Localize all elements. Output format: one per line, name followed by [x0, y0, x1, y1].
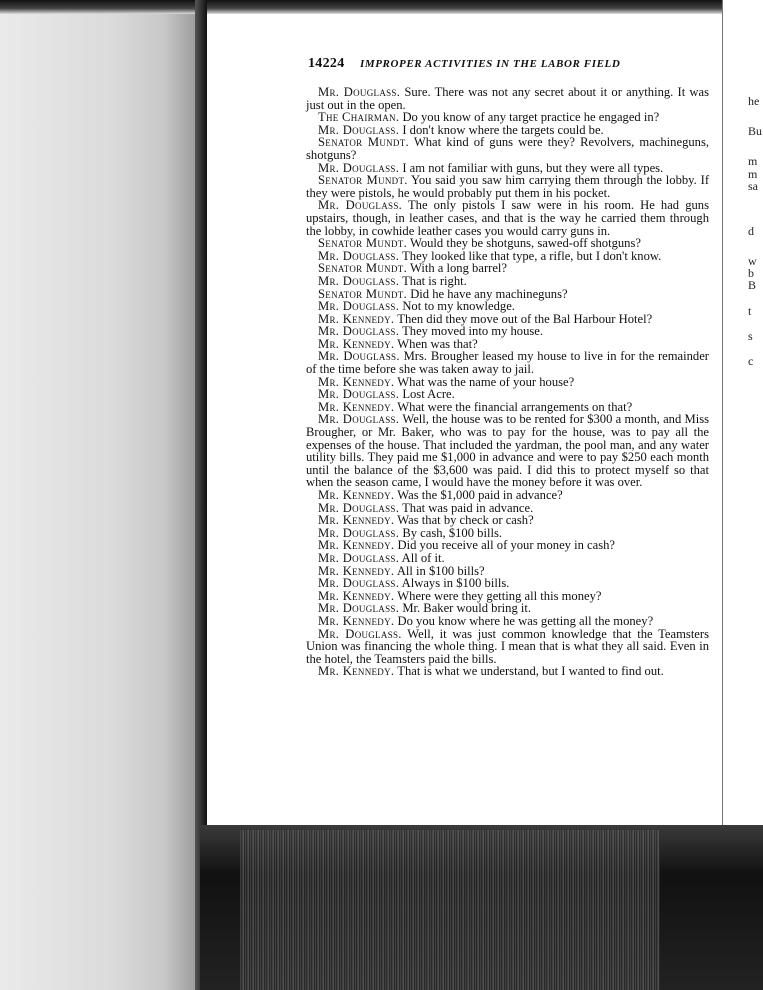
speaker: Mr. Douglass.: [318, 412, 400, 427]
statement: Mrs. Brougher leased my house to live in for the remainder of the time before she was taken away to jail.: [306, 349, 709, 377]
statement: With a long barrel?: [409, 261, 508, 276]
speaker: Mr. Kennedy.: [318, 399, 395, 414]
statement: Well, the house was to be rented for $300 a month, and Miss Brougher, or Mr. Baker, who was to pay for the house, was to pay all the expenses of the house. That included the yardman, the pool man, and any water utility bills. They paid me $1,000 in advance and were to pay $250 each month until the balance of the $3,600 was paid. I did this to protect myself so that when the season came, I would have the money before it was over.: [306, 412, 710, 490]
speaker: Mr. Kennedy.: [318, 311, 395, 326]
transcript-paragraph: [306, 199, 709, 237]
statement: I don't know where the targets could be.: [402, 122, 604, 137]
speaker: Senator Mundt.: [318, 173, 408, 188]
transcript-paragraph: [306, 665, 709, 678]
speaker: Mr. Douglass.: [318, 525, 400, 540]
speaker: Mr. Kennedy.: [318, 336, 395, 351]
margin-fragment: w: [748, 254, 757, 268]
statement: Where were they getting all this money?: [397, 588, 602, 603]
transcript-paragraph: [306, 350, 709, 375]
transcript-paragraph: [306, 174, 709, 199]
statement: You said you saw him carrying them through the lobby. If they were pistols, he would probably put them in his pocket.: [306, 173, 710, 200]
statement: Was the $1,000 paid in advance?: [397, 488, 563, 502]
speaker: Senator Mundt.: [318, 135, 409, 150]
margin-fragment: m: [748, 167, 758, 181]
book-page: [205, 14, 722, 828]
speaker: Senator Mundt.: [318, 286, 408, 301]
statement: They moved into my house.: [402, 324, 544, 339]
speaker: Mr. Douglass.: [318, 248, 400, 263]
statement: Did he have any machineguns?: [410, 286, 568, 301]
statement: Lost Acre.: [402, 387, 455, 402]
transcript-paragraph: [306, 86, 709, 111]
statement: By cash, $100 bills.: [402, 525, 503, 540]
running-head: IMPROPER ACTIVITIES IN THE LABOR FIELD: [359, 58, 621, 70]
transcript-paragraph: [306, 136, 709, 161]
speaker: Senator Mundt.: [318, 261, 408, 276]
scan-top-edge: [0, 0, 763, 14]
transcript-paragraph: [306, 413, 709, 489]
scan-bottom-noise: [240, 830, 660, 990]
page-header: [308, 56, 718, 72]
statement: Well, it was just common knowledge that the Teamsters Union was financing the whole thing. I mean that is what they all said. Even in the hotel, the Teamsters paid the bills.: [306, 626, 709, 666]
speaker: Mr. Douglass.: [318, 626, 402, 641]
statement: They looked like that type, a rifle, but I don't know.: [402, 248, 662, 263]
statement: All of it.: [401, 550, 445, 565]
margin-fragment: d: [748, 224, 754, 238]
statement: What was the name of your house?: [397, 374, 575, 389]
scan-left-shadow: [0, 0, 205, 990]
statement: Would they be shotguns, sawed-off shotguns?: [409, 236, 641, 251]
speaker: Mr. Kennedy.: [318, 513, 395, 528]
speaker: Mr. Kennedy.: [318, 588, 395, 603]
margin-fragment: sa: [748, 179, 758, 193]
speaker: Mr. Douglass.: [318, 324, 400, 339]
statement: Then did they move out of the Bal Harbour Hotel?: [397, 311, 653, 326]
page-number: 14224: [308, 56, 345, 71]
margin-fragment: Bu: [748, 124, 763, 138]
speaker: Mr. Douglass.: [318, 349, 400, 364]
statement: Not to my knowledge.: [402, 299, 515, 314]
speaker: Mr. Douglass.: [318, 576, 400, 591]
speaker: Mr. Kennedy.: [318, 488, 395, 502]
transcript-body: [306, 86, 709, 678]
margin-fragment: he: [748, 94, 760, 108]
speaker: Mr. Kennedy.: [318, 664, 395, 679]
margin-fragment: s: [748, 329, 753, 343]
speaker: The Chairman.: [318, 110, 400, 125]
statement: Do you know of any target practice he engaged in?: [402, 110, 660, 125]
statement: That is what we understand, but I wanted to find out.: [397, 664, 664, 679]
margin-fragment: m: [748, 154, 758, 168]
speaker: Mr. Kennedy.: [318, 613, 395, 628]
statement: I am not familiar with guns, but they were all types.: [402, 160, 664, 175]
speaker: Mr. Douglass.: [318, 85, 401, 99]
margin-fragment: B: [748, 278, 757, 292]
statement: Sure. There was not any secret about it or anything. It was just out in the open.: [306, 85, 709, 112]
transcript-paragraph: [306, 628, 709, 666]
speaker: Mr. Kennedy.: [318, 374, 395, 389]
statement: The only pistols I saw were in his room. He had guns upstairs, though, in leather cases, and that is the way he carried them through the lobby, in cowhide leather cases you would carry guns in.: [306, 198, 709, 238]
speaker: Mr. Douglass.: [318, 299, 400, 314]
statement: What were the financial arrangements on that?: [397, 399, 633, 414]
speaker: Mr. Douglass.: [318, 550, 400, 565]
margin-fragment: c: [748, 354, 754, 368]
statement: Mr. Baker would bring it.: [402, 601, 532, 616]
speaker: Mr. Douglass.: [318, 160, 400, 175]
statement: What kind of guns were they? Revolvers, machineguns, shotguns?: [306, 135, 710, 162]
speaker: Mr. Douglass.: [318, 273, 400, 288]
statement: Do you know where he was getting all the money?: [397, 613, 654, 628]
statement: Always in $100 bills.: [401, 576, 510, 591]
speaker: Mr. Douglass.: [318, 122, 400, 137]
speaker: Mr. Douglass.: [318, 198, 403, 213]
speaker: Mr. Douglass.: [318, 500, 400, 515]
statement: That is right.: [402, 273, 467, 288]
speaker: Mr. Douglass.: [318, 387, 400, 402]
margin-fragment: t: [748, 304, 752, 318]
statement: That was paid in advance.: [402, 500, 534, 515]
speaker: Mr. Kennedy.: [318, 563, 395, 578]
statement: Was that by check or cash?: [397, 513, 534, 528]
speaker: Mr. Kennedy.: [318, 538, 395, 553]
speaker: Senator Mundt.: [318, 236, 408, 251]
margin-fragment: b: [748, 266, 754, 280]
speaker: Mr. Douglass.: [318, 601, 400, 616]
statement: When was that?: [397, 336, 478, 351]
statement: Did you receive all of your money in cash?: [397, 538, 616, 553]
statement: All in $100 bills?: [396, 563, 485, 578]
